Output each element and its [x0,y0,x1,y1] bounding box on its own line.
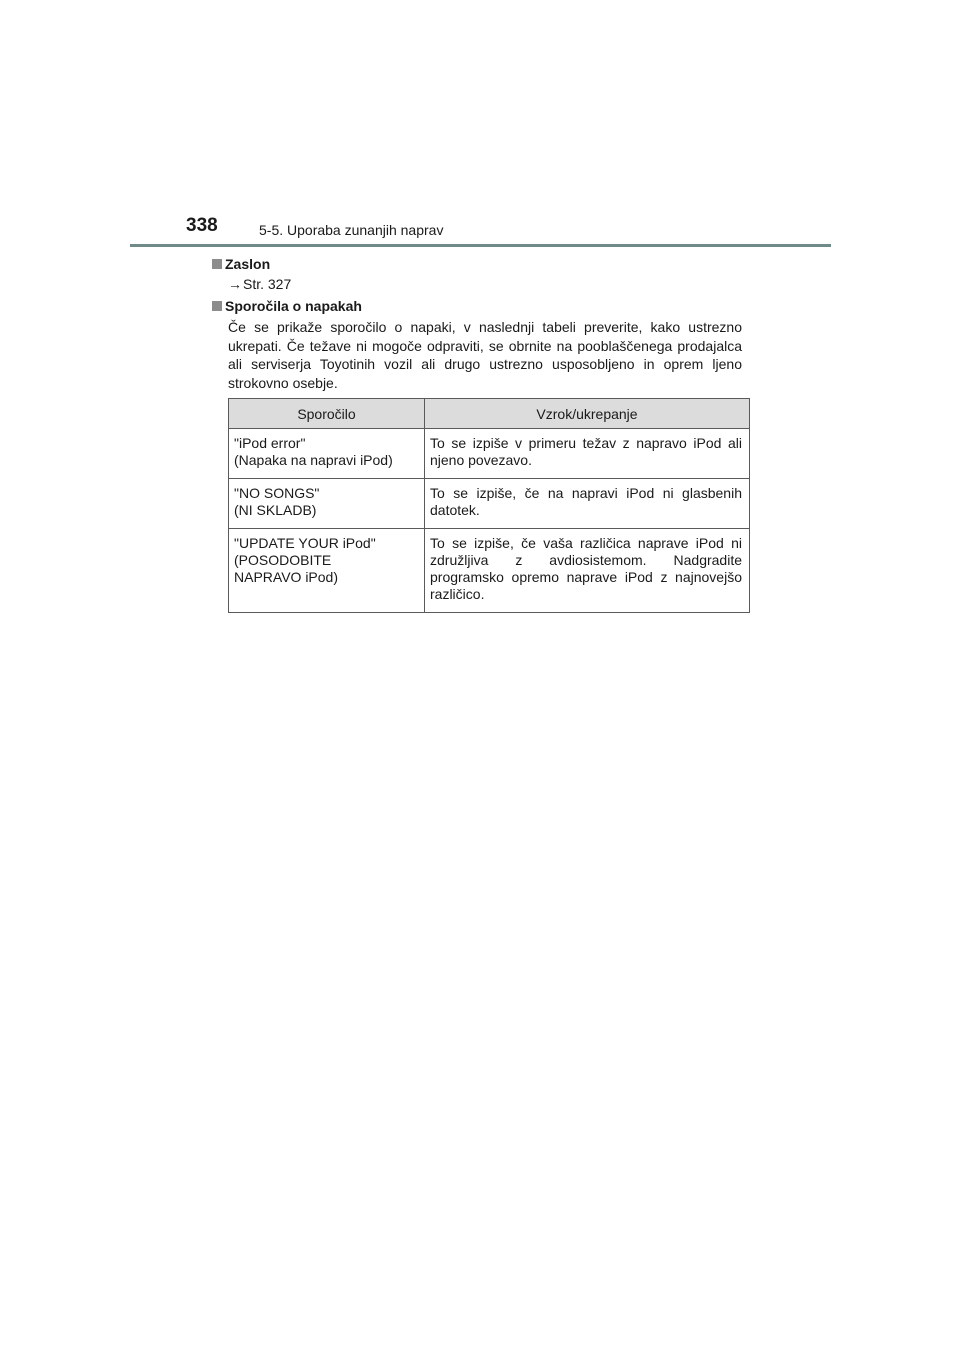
message-cell [229,479,425,529]
table-header-row [229,399,750,429]
square-bullet-icon [212,259,222,269]
message-line: (NI SKLADB) [234,502,317,518]
section-title-screen: Zaslon [225,256,271,272]
cause-cell: To se izpiše v primeru težav z napravo iPod ali njeno povezavo. [425,429,750,479]
error-message-table [228,398,750,613]
table-row [229,529,750,613]
column-header-message: Sporočilo [229,399,425,429]
table-row [229,429,750,479]
section-heading-errors [212,298,362,314]
chapter-title: 5-5. Uporaba zunanjih naprav [259,222,444,238]
page-reference[interactable] [228,276,291,292]
section-heading-screen [212,256,270,272]
message-line: NAPRAVO iPod) [234,569,338,585]
header-rule [130,244,831,247]
message-cell [229,529,425,613]
cause-cell: To se izpiše, če na napravi iPod ni glasbenih datotek. [425,479,750,529]
error-intro-paragraph: Če se prikaže sporočilo o napaki, v naslednji tabeli preverite, kako ustrezno ukrepati. Če težave ni mogoče odpraviti, se obrnite na pooblaščenega prodajalca ali serviserja Toyotinih vozil ali drugo ustrezno usposobljeno in oprem ljeno strokovno osebje. [228,319,742,391]
message-cell [229,429,425,479]
message-line: "UPDATE YOUR iPod" [234,535,376,551]
message-line: (POSODOBITE [234,552,332,568]
message-line: "NO SONGS" [234,485,320,501]
table-row [229,479,750,529]
message-line: "iPod error" [234,435,306,451]
section-title-errors: Sporočila o napakah [225,298,362,314]
page-reference-text: Str. 327 [243,276,292,292]
page-number: 338 [186,215,218,236]
arrow-right-icon: → [228,276,242,292]
cause-cell: To se izpiše, če vaša različica naprave iPod ni združljiva z avdiosistemom. Nadgradite programsko opremo naprave iPod z najnovejšo različico. [425,529,750,613]
column-header-cause: Vzrok/ukrepanje [425,399,750,429]
square-bullet-icon [212,301,222,311]
message-line: (Napaka na napravi iPod) [234,452,393,468]
